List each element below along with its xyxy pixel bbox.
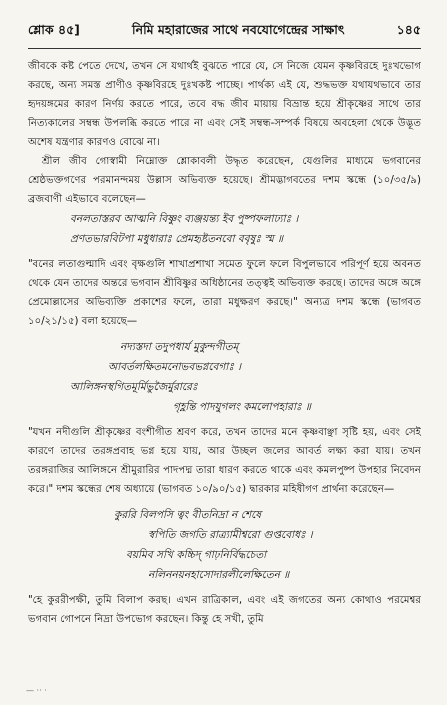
- verse-line: আলিঙ্গনস্থগিতমূর্মিভুজৈর্মুরারেঃ: [70, 381, 198, 393]
- verse-line: গৃহ্ণন্তি পাদযুগলং কমলোপহারাঃ ॥: [173, 401, 311, 413]
- paragraph-2: শ্রীল জীব গোস্বামী নিম্নোক্ত শ্লোকাবলী উদ্ধৃত করেছেন, যেগুলির মাধ্যমে ভগবানের শ্রেষ্ঠভক্তগণের পরমানন্দময় উল্লাস অভিব্যক্ত হয়েছে। শ্রীমদ্ভাগবতের দশম স্কন্ধে (১০/৩৫/৯) ব্রজবাণী এইভাবে বলেছেন—: [28, 156, 421, 205]
- verse-line: আবর্তলক্ষিতমনোভবভগ্নবেগাঃ ।: [108, 361, 242, 373]
- paragraph-1: জীবকে কষ্ট পেতে দেখে, তখন সে যথার্থই বুঝতে পারে যে, সে নিজে যেমন কৃষ্ণবিরহে দুঃখভোগ করছে, অন্য সমস্ত প্রাণীও কৃষ্ণবিরহে দুঃখকষ্ট পাচ্ছে। পার্থক্য এই যে, শুদ্ধভক্ত যথাযথভাবে তার হৃদয়ঙ্গমের কারণ নির্ণয় করতে পারে, তবে বদ্ধ জীব মায়ায় বিভ্রান্ত হয়ে শ্রীকৃষ্ণের সাথে তার নিত্যকালের সম্বন্ধ উপলব্ধি করতে পারে না এবং সেই সম্বন্ধ-সম্পর্ক বিষয়ে অবহেলা থেকে উদ্ভূত অশেষ যন্ত্রণার কারণও বোঝে না।: [28, 61, 421, 148]
- footer-mark: — ·· ·: [26, 686, 47, 695]
- header-divider: [28, 48, 421, 49]
- verse-line: কুররি বিলপসি ত্বং বীতনিদ্রা ন শেষে: [114, 509, 262, 521]
- paragraph-4: "যখন নদীগুলি শ্রীকৃষ্ণের বংশীগীত শ্রবণ করে, তখন তাদের মনে কৃষ্ণবাঞ্ছা সৃষ্টি হয়, এবং সেই কারণে তাদের তরঙ্গপ্রবাহ ভগ্ন হয়ে যায়, আর উচ্ছল জলের আবর্ত লক্ষ্য করা যায়। তখন তরঙ্গরাজির আলিঙ্গনে শ্রীমুরারির পাদপদ্ম তারা ধারণ করতে থাকে এবং কমলপুষ্প উপহার নিবেদন করে।" দশম স্কন্ধের শেষ অধ্যায়ে (ভাগবত ১০/৯০/১৫) দ্বারকার মহিষীগণ প্রার্থনা করেছেন—: [28, 427, 421, 495]
- verse-line: নদ্যস্তদা তদুপধার্য মুকুন্দগীতম্: [120, 341, 239, 353]
- sanskrit-verse-1: [28, 209, 421, 249]
- sanskrit-verse-3: [28, 505, 421, 585]
- paragraph-3: "বনের লতাগুল্মাদি এবং বৃক্ষগুলি শাখাপ্রশাখা সমেত ফুলে ফলে বিপুলভাবে পরিপূর্ণ হয়ে অবনত থেকে যেন তাদের অন্তরে ভগবান শ্রীবিষ্ণুর অধিষ্ঠানের তত্ত্বই অভিব্যক্ত করছে। তাদের অঙ্গে অঙ্গে প্রেমোল্লাসের অভিব্যক্তি প্রকাশের ফলে, তারা মধুক্ষরণ করছে।" অন্যত্র দশম স্কন্ধে (ভাগবত ১০/২১/১৫) বলা হয়েছে—: [28, 259, 421, 327]
- verse-line: স্বপিতি জগতি রাত্র্যামীশ্বরো গুপ্তবোধঃ ।: [148, 529, 313, 541]
- verse-line: বনলতাস্তরব আত্মনি বিষ্ণুং ব্যঞ্জয়ন্ত্য ইব পুষ্পফলাঢ্যাঃ ।: [70, 213, 299, 225]
- paragraph-5: "হে কুররীপক্ষী, তুমি বিলাপ করছ। এখন রাত্রিকাল, এবং এই জগতের অন্য কোথাও পরমেশ্বর ভগবান গোপনে নিদ্রা উপভোগ করছেন। কিন্তু হে সখী, তুমি: [28, 595, 421, 625]
- verse-line: বয়মিব সখি কচ্চিদ্ গাঢ়নির্বিদ্ধচেতা: [126, 549, 267, 561]
- sanskrit-verse-2: [28, 337, 421, 417]
- page-header: [28, 22, 421, 42]
- verse-reference: শ্লোক ৪৫]: [28, 22, 80, 37]
- verse-line: প্রণতভারবিটপা মধুধারাঃ প্রেমহৃষ্টতনবো ববৃষুঃ স্ম ॥: [70, 233, 284, 245]
- page-number: ১৪৫: [396, 22, 421, 37]
- chapter-title: নিমি মহারাজের সাথে নবযোগেন্দ্রের সাক্ষাৎ: [132, 22, 345, 37]
- verse-line: নলিননয়নহাসোদারলীলেক্ষিতেন ॥: [148, 569, 290, 581]
